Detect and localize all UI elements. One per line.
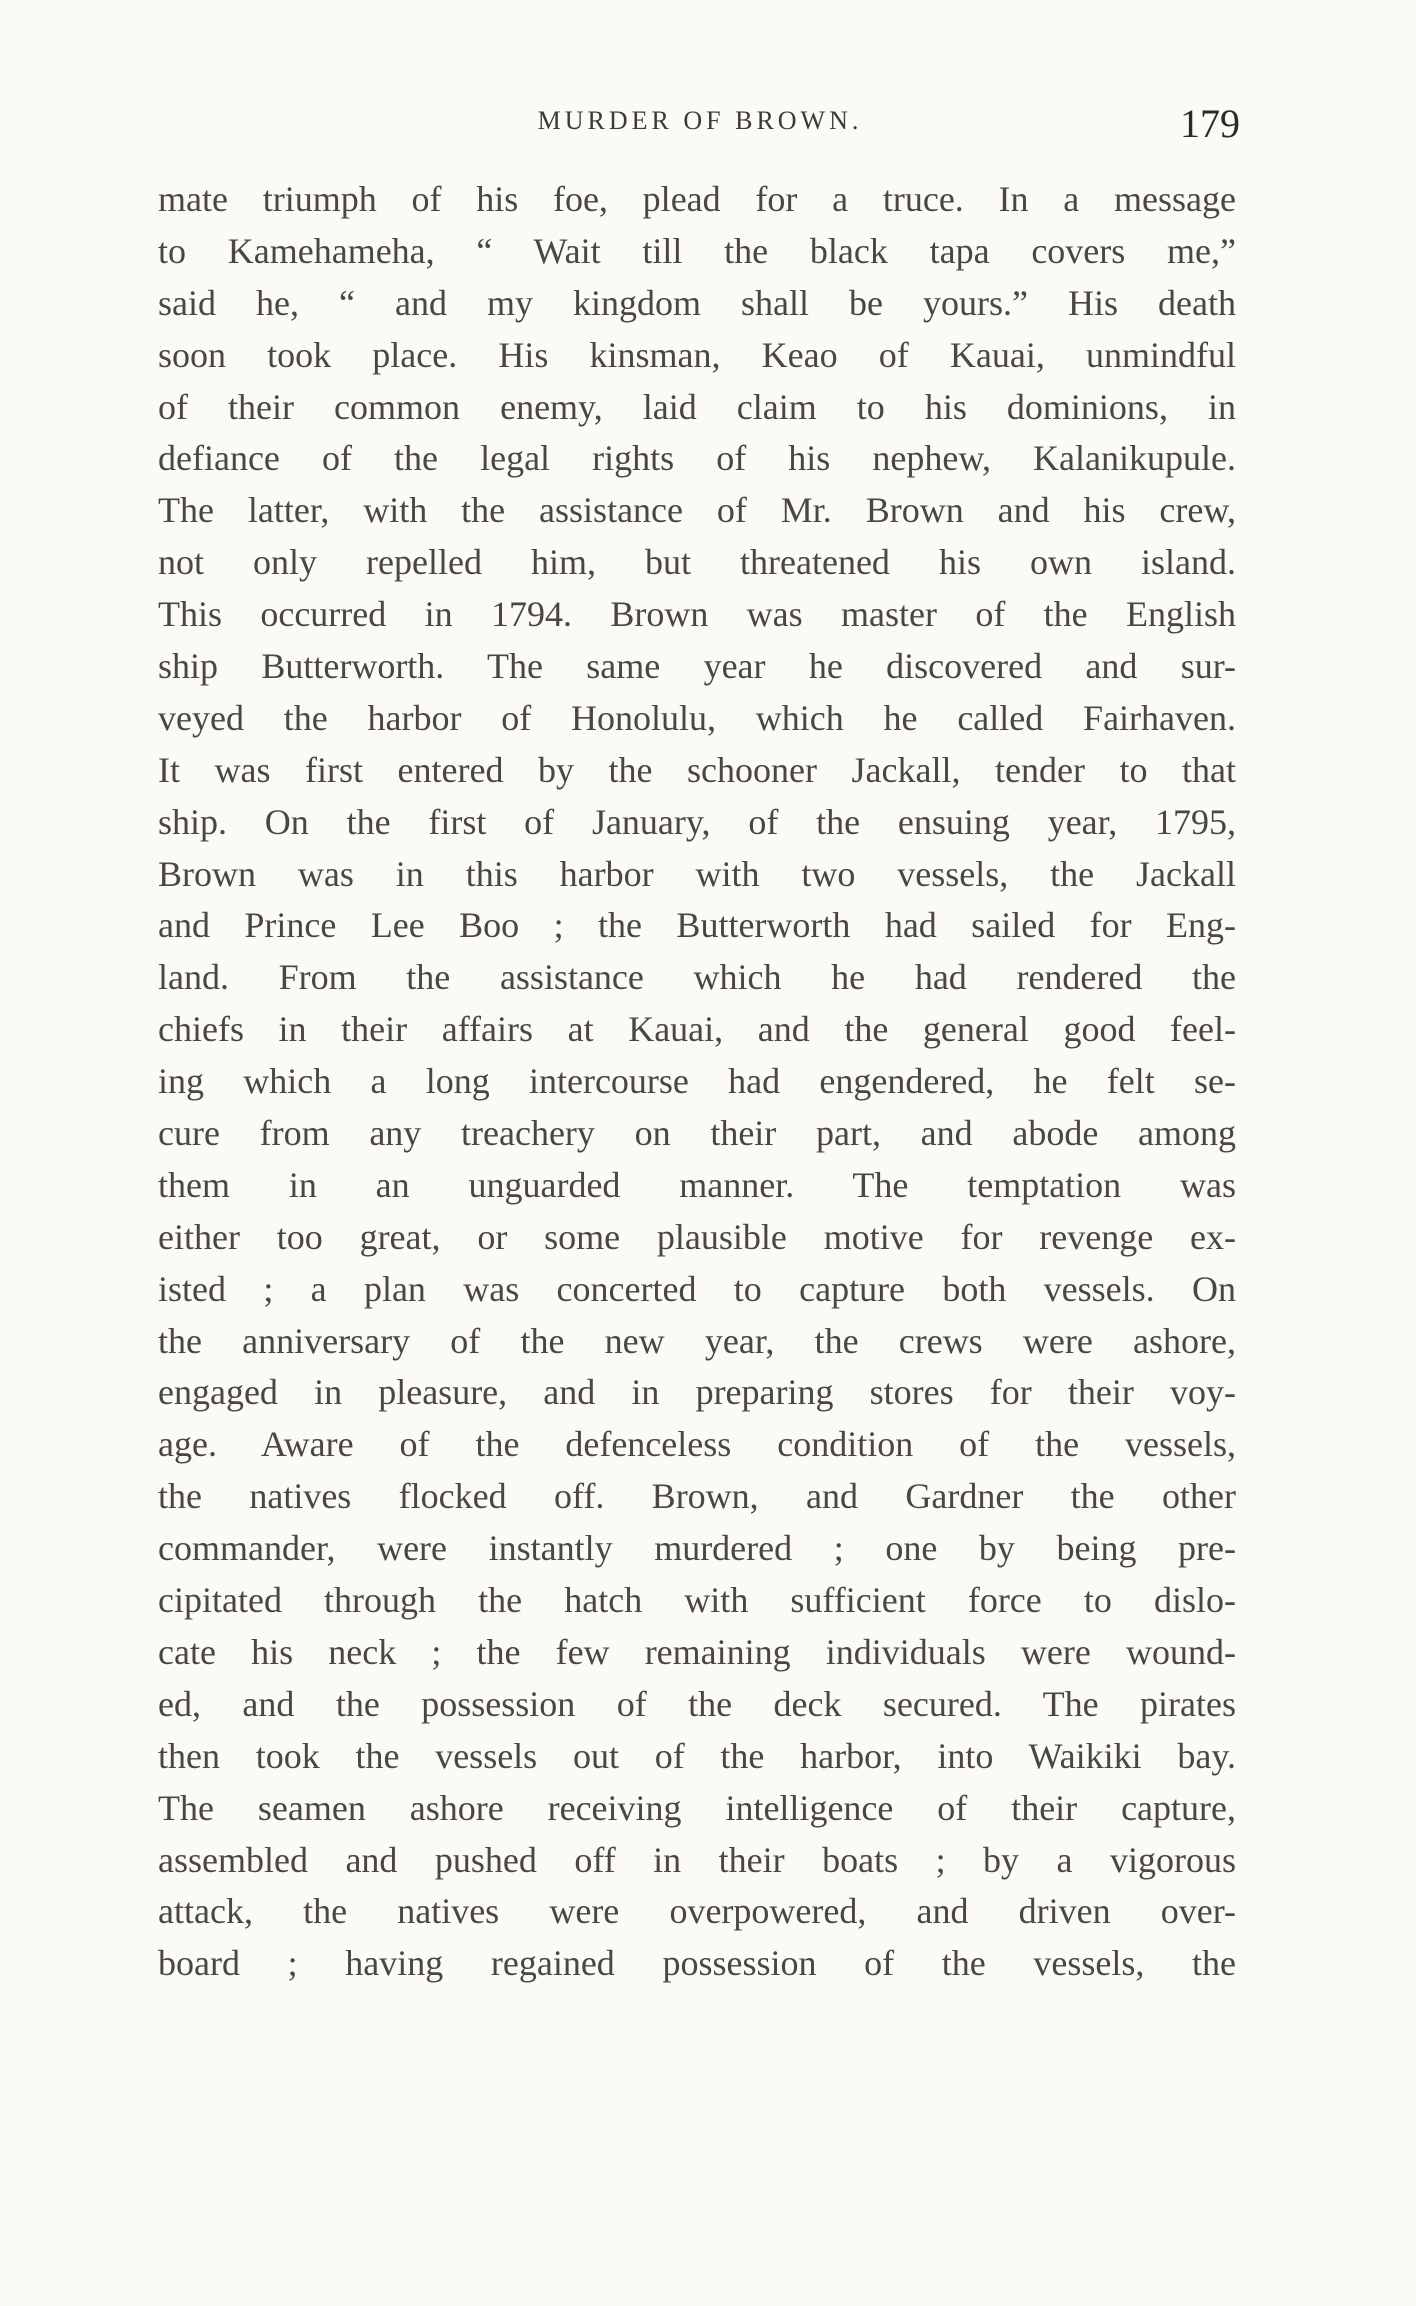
text-line: veyed the harbor of Honolulu, which he called Fairhaven.: [158, 697, 1236, 738]
text-line: assembled and pushed off in their boats ; by a vigorous: [158, 1839, 1236, 1880]
text-line: soon took place. His kinsman, Keao of Kauai, unmindful: [158, 334, 1236, 375]
text-line: and Prince Lee Boo ; the Butterworth had sailed for Eng-: [158, 905, 1236, 946]
text-line: commander, were instantly murdered ; one by being pre-: [158, 1528, 1236, 1569]
text-line: cipitated through the hatch with sufficient force to dislo-: [158, 1580, 1236, 1621]
text-line: ship. On the first of January, of the ensuing year, 1795,: [158, 801, 1236, 842]
text-line: the natives flocked off. Brown, and Gardner the other: [158, 1476, 1236, 1517]
text-line: of their common enemy, laid claim to his dominions, in: [158, 386, 1236, 427]
text-line: then took the vessels out of the harbor, into Waikiki bay.: [158, 1735, 1236, 1776]
text-line: The latter, with the assistance of Mr. Brown and his crew,: [158, 490, 1236, 531]
text-line: isted ; a plan was concerted to capture both vessels. On: [158, 1268, 1236, 1309]
running-head: [160, 100, 1240, 150]
text-line: either too great, or some plausible motive for revenge ex-: [158, 1216, 1236, 1257]
page-number: 179: [1180, 101, 1240, 146]
text-line: ed, and the possession of the deck secured. The pirates: [158, 1683, 1236, 1724]
text-line: This occurred in 1794. Brown was master of the English: [158, 594, 1236, 635]
text-line: age. Aware of the defenceless condition of the vessels,: [158, 1424, 1236, 1465]
text-line: to Kamehameha, “ Wait till the black tapa covers me,”: [158, 230, 1236, 271]
text-line: It was first entered by the schooner Jackall, tender to that: [158, 749, 1236, 790]
text-line: chiefs in their affairs at Kauai, and the general good feel-: [158, 1009, 1236, 1050]
text-line: land. From the assistance which he had rendered the: [158, 957, 1236, 998]
text-line: ship Butterworth. The same year he discovered and sur-: [158, 646, 1236, 687]
running-title: MURDER OF BROWN.: [537, 106, 863, 135]
text-line: board ; having regained possession of the vessels, the: [158, 1943, 1236, 1984]
text-line: them in an unguarded manner. The temptation was: [158, 1164, 1236, 1205]
text-line: ing which a long intercourse had engendered, he felt se-: [158, 1061, 1236, 1102]
text-line: attack, the natives were overpowered, and driven over-: [158, 1891, 1236, 1932]
text-line: defiance of the legal rights of his nephew, Kalanikupule.: [158, 438, 1236, 479]
text-line: cure from any treachery on their part, and abode among: [158, 1113, 1236, 1154]
text-line: not only repelled him, but threatened his own island.: [158, 542, 1236, 583]
text-line: cate his neck ; the few remaining individuals were wound-: [158, 1631, 1236, 1672]
text-line: said he, “ and my kingdom shall be yours.” His death: [158, 282, 1236, 323]
text-line: mate triumph of his foe, plead for a truce. In a message: [158, 179, 1236, 219]
text-line: The seamen ashore receiving intelligence of their capture,: [158, 1787, 1236, 1828]
text-line: Brown was in this harbor with two vessels, the Jackall: [158, 853, 1236, 894]
text-line: engaged in pleasure, and in preparing stores for their voy-: [158, 1372, 1236, 1413]
body-text: [158, 174, 1236, 1990]
text-line: the anniversary of the new year, the crews were ashore,: [158, 1320, 1236, 1361]
